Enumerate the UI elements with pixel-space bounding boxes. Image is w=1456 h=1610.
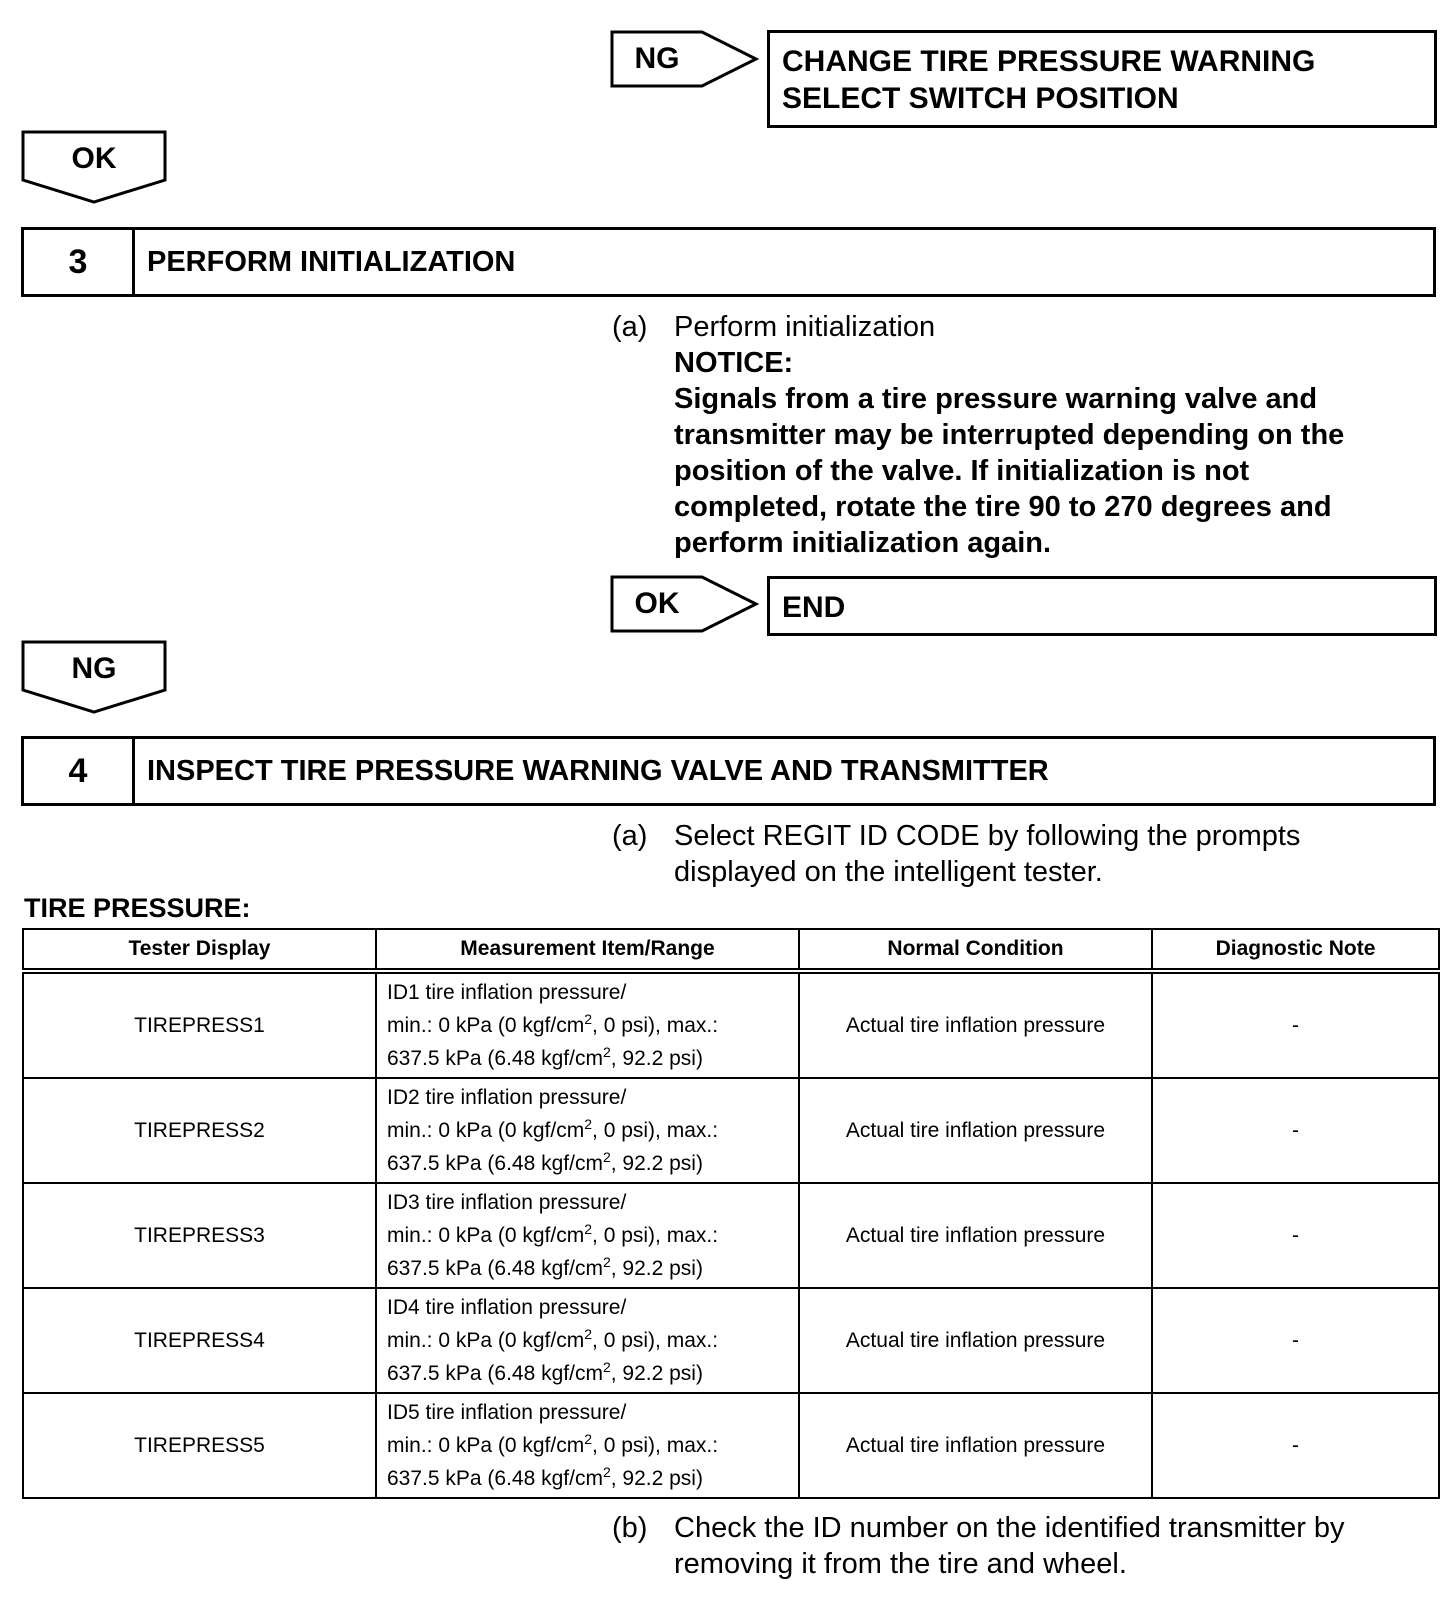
tester-display-cell: TIREPRESS2 <box>23 1078 376 1183</box>
tester-display-cell: TIREPRESS1 <box>23 971 376 1078</box>
notice-label: NOTICE: <box>674 347 794 379</box>
measurement-line <box>387 1324 798 1357</box>
ng-tag-label: NG <box>634 42 680 75</box>
measurement-text: 637.5 kPa (6.48 kgf/cm <box>387 1257 603 1280</box>
item-text: Select REGIT ID CODE by following the prompts displayed on the intelligent tester. <box>674 820 1301 888</box>
column-header: Measurement Item/Range <box>376 929 799 971</box>
measurement-text: , 0 psi), max.: <box>592 1434 719 1457</box>
step-title: PERFORM INITIALIZATION <box>147 245 516 278</box>
measurement-line <box>387 1147 798 1180</box>
ok-down-label: OK <box>71 142 117 175</box>
measurement-line: ID5 tire inflation pressure/ <box>387 1401 627 1424</box>
measurement-line: ID2 tire inflation pressure/ <box>387 1086 627 1109</box>
measurement-cell <box>376 1183 799 1288</box>
measurement-line <box>387 1462 798 1495</box>
normal-condition-cell: Actual tire inflation pressure <box>799 1288 1152 1393</box>
diagnostic-note-cell: - <box>1152 1393 1439 1498</box>
measurement-line <box>387 1219 798 1252</box>
ok-tag-label: OK <box>634 587 680 620</box>
superscript: 2 <box>584 1431 593 1447</box>
table-caption: TIRE PRESSURE: <box>24 893 251 923</box>
tester-display-cell: TIREPRESS4 <box>23 1288 376 1393</box>
notice-text: Signals from a tire pressure warning valve and transmitter may be interrupted depending on the position of the valve. If initialization is not completed, rotate the tire 90 to 270 degrees and perform initialization again. <box>674 383 1345 559</box>
step-3-header <box>21 227 1436 297</box>
superscript: 2 <box>602 1359 611 1375</box>
superscript: 2 <box>584 1011 593 1027</box>
diagnostic-note-cell: - <box>1152 971 1439 1078</box>
measurement-text: , 0 psi), max.: <box>592 1119 719 1142</box>
superscript: 2 <box>584 1326 593 1342</box>
table-row <box>23 971 1439 1078</box>
superscript: 2 <box>602 1149 611 1165</box>
table-header-row <box>23 929 1439 971</box>
normal-condition-cell: Actual tire inflation pressure <box>799 971 1152 1078</box>
step-number: 4 <box>24 739 135 803</box>
measurement-text: 637.5 kPa (6.48 kgf/cm <box>387 1362 603 1385</box>
superscript: 2 <box>602 1464 611 1480</box>
end-result-box <box>767 576 1437 636</box>
measurement-line <box>387 1114 798 1147</box>
measurement-line <box>387 1009 798 1042</box>
measurement-text: 637.5 kPa (6.48 kgf/cm <box>387 1467 603 1490</box>
measurement-text: min.: 0 kPa (0 kgf/cm <box>387 1329 585 1352</box>
measurement-cell <box>376 1288 799 1393</box>
measurement-line <box>387 1429 798 1462</box>
step-4-instruction-b <box>612 1510 1412 1582</box>
item-label: (a) <box>612 820 648 852</box>
table-row <box>23 1288 1439 1393</box>
measurement-text: , 92.2 psi) <box>610 1047 703 1070</box>
tester-display-cell: TIREPRESS5 <box>23 1393 376 1498</box>
column-header: Normal Condition <box>799 929 1152 971</box>
measurement-cell <box>376 1078 799 1183</box>
measurement-line <box>387 1042 798 1075</box>
measurement-text: min.: 0 kPa (0 kgf/cm <box>387 1014 585 1037</box>
diagnostic-note-cell: - <box>1152 1078 1439 1183</box>
table-row <box>23 1393 1439 1498</box>
tire-pressure-table <box>22 928 1440 1499</box>
measurement-text: , 0 psi), max.: <box>592 1014 719 1037</box>
item-label: (b) <box>612 1512 648 1544</box>
ng-down-arrow <box>21 640 167 716</box>
measurement-line: ID3 tire inflation pressure/ <box>387 1191 627 1214</box>
measurement-cell <box>376 971 799 1078</box>
measurement-cell <box>376 1393 799 1498</box>
item-text: Perform initialization <box>674 311 936 343</box>
measurement-text: , 92.2 psi) <box>610 1257 703 1280</box>
step-4-instruction-a <box>612 818 1412 890</box>
measurement-line: ID4 tire inflation pressure/ <box>387 1296 627 1319</box>
superscript: 2 <box>584 1221 593 1237</box>
end-result-text: END <box>782 591 846 624</box>
measurement-text: , 92.2 psi) <box>610 1467 703 1490</box>
diagnostic-note-cell: - <box>1152 1183 1439 1288</box>
step-4-header <box>21 736 1436 806</box>
normal-condition-cell: Actual tire inflation pressure <box>799 1393 1152 1498</box>
step-title: INSPECT TIRE PRESSURE WARNING VALVE AND TRANSMITTER <box>147 754 1049 787</box>
column-header: Diagnostic Note <box>1152 929 1439 971</box>
ng-result-text: CHANGE TIRE PRESSURE WARNING SELECT SWITCH POSITION <box>782 45 1316 115</box>
measurement-text: min.: 0 kPa (0 kgf/cm <box>387 1119 585 1142</box>
diagnostic-note-cell: - <box>1152 1288 1439 1393</box>
measurement-text: , 92.2 psi) <box>610 1152 703 1175</box>
table-row <box>23 1183 1439 1288</box>
measurement-line <box>387 1252 798 1285</box>
measurement-text: , 0 psi), max.: <box>592 1329 719 1352</box>
measurement-text: min.: 0 kPa (0 kgf/cm <box>387 1434 585 1457</box>
tester-display-cell: TIREPRESS3 <box>23 1183 376 1288</box>
table-row <box>23 1078 1439 1183</box>
ng-result-box <box>767 30 1437 128</box>
measurement-text: , 92.2 psi) <box>610 1362 703 1385</box>
ok-arrow-tag <box>610 575 760 633</box>
ok-down-arrow <box>21 130 167 206</box>
ng-down-label: NG <box>71 652 117 685</box>
measurement-line: ID1 tire inflation pressure/ <box>387 981 627 1004</box>
normal-condition-cell: Actual tire inflation pressure <box>799 1078 1152 1183</box>
step-3-instruction <box>612 309 1412 561</box>
measurement-text: 637.5 kPa (6.48 kgf/cm <box>387 1047 603 1070</box>
superscript: 2 <box>602 1044 611 1060</box>
item-text: Check the ID number on the identified transmitter by removing it from the tire and wheel. <box>674 1512 1345 1580</box>
ng-arrow-tag <box>610 30 760 88</box>
normal-condition-cell: Actual tire inflation pressure <box>799 1183 1152 1288</box>
measurement-text: , 0 psi), max.: <box>592 1224 719 1247</box>
measurement-line <box>387 1357 798 1390</box>
column-header: Tester Display <box>23 929 376 971</box>
measurement-text: 637.5 kPa (6.48 kgf/cm <box>387 1152 603 1175</box>
measurement-text: min.: 0 kPa (0 kgf/cm <box>387 1224 585 1247</box>
step-number: 3 <box>24 230 135 294</box>
item-label: (a) <box>612 311 648 343</box>
superscript: 2 <box>602 1254 611 1270</box>
superscript: 2 <box>584 1116 593 1132</box>
